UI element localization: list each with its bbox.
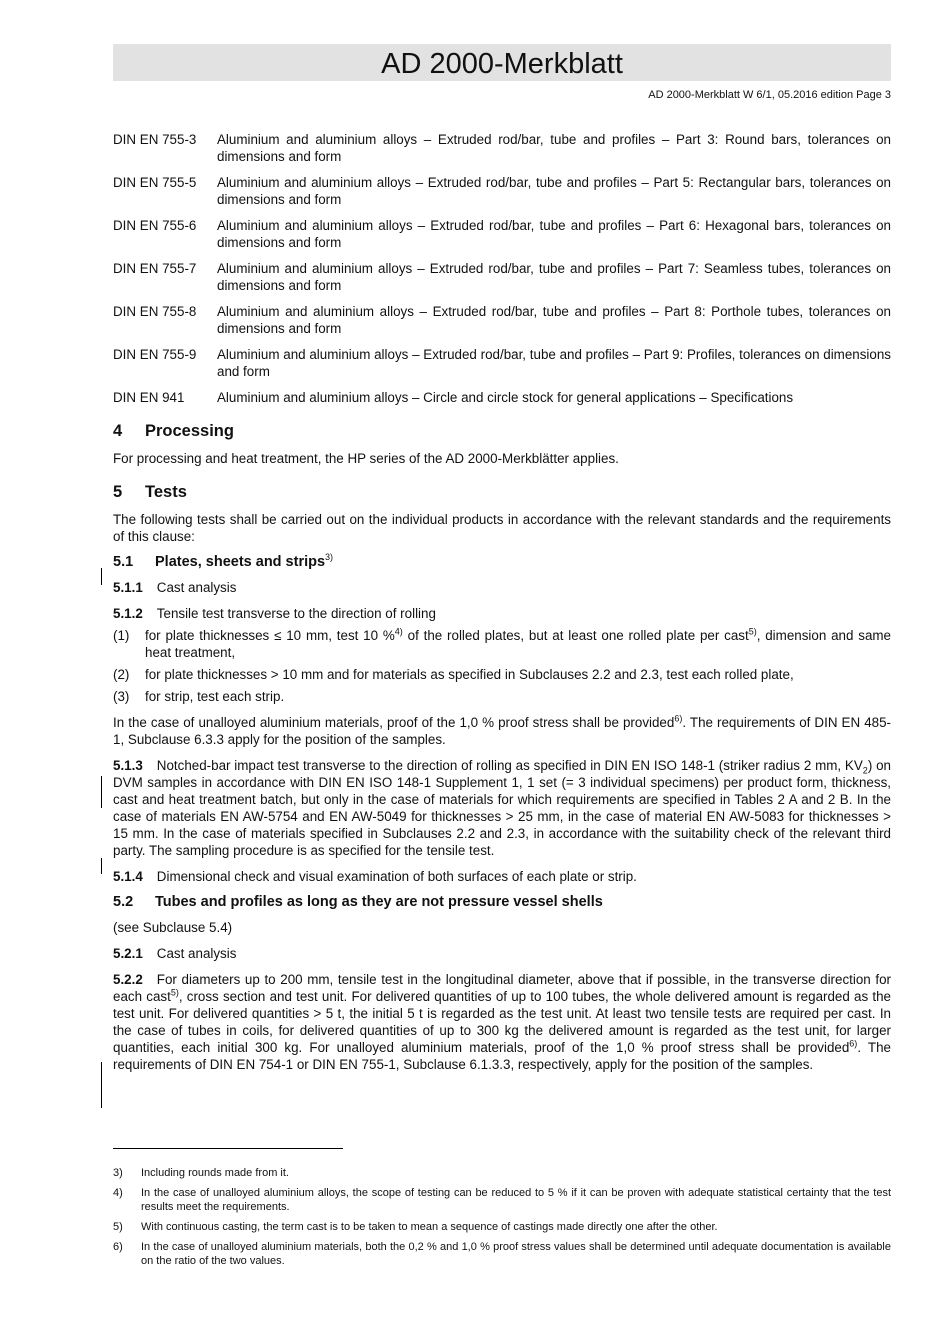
section-heading-tests [113,484,891,501]
reference-title: Aluminium and aluminium alloys – Circle and circle stock for general applications – Specifications [217,390,794,405]
reference-item [113,303,891,337]
footnote-text: In the case of unalloyed aluminium alloys, the scope of testing can be reduced to 5 % if it can be proven with adequate statistical certainty that the test results meet the requirements. [141,1187,891,1213]
list-number: (2) [113,667,130,682]
change-bar [101,858,102,874]
subsection-title: Tubes and profiles as long as they are not pressure vessel shells [155,894,603,910]
page-reference: AD 2000-Merkblatt W 6/1, 05.2016 edition Page 3 [648,89,891,101]
reference-title: Aluminium and aluminium alloys – Extruded rod/bar, tube and profiles – Part 3: Round bars, tolerances on dimensions and form [217,132,891,164]
reference-code: DIN EN 755-3 [113,132,197,147]
clause-number: 5.1.2 [113,606,143,621]
footnote [113,1220,891,1234]
footnote-number: 4) [113,1187,123,1199]
reference-item [113,217,891,251]
document-header: AD 2000-Merkblatt [113,44,891,81]
section-title: Tests [145,483,187,501]
footnote-number: 3) [113,1167,123,1179]
footnotes [113,1166,891,1274]
clause-5-2-2: 5.2.2 For diameters up to 200 mm, tensile test in the longitudinal diameter, above that if possible, in the transverse direction for each cast$^{5)}$, cross section and test unit. For delivered quantities of up to 100 tubes, the whole delivered amount is regarded as the test unit. For delivered quantities > 5 t, the initial 5 t is regarded as the test unit. At least two tensile tests are required per cast. In the case of tubes in coils, for delivered quantities of up to 300 kg the delivered amount is regarded as the test unit, for larger quantities, each initial 300 kg. For unalloyed aluminium materials, proof of the 1,0 % proof stress shall be provided$^{6)}$. The requirements of DIN EN 754-1 or DIN EN 755-1, Subclause 6.1.3.3, respectively, apply for the position of the samples. [113,972,891,1072]
change-bar [101,776,102,808]
change-bar [101,1062,102,1108]
clause-5-1-1 [113,579,891,596]
clause-text: Cast analysis [156,946,237,961]
section-title: Processing [145,422,234,440]
clause-text: Dimensional check and visual examination of both surfaces of each plate or strip. [156,869,637,884]
list-number: (1) [113,628,130,643]
list-item [113,627,891,661]
section-heading-processing [113,423,891,440]
footnote-number: 6) [113,1241,123,1253]
clause-number: 5.1.4 [113,869,143,884]
footnote-ref: 5) [170,987,179,998]
clause-number: 5.1.1 [113,580,143,595]
reference-title: Aluminium and aluminium alloys – Extruded rod/bar, tube and profiles – Part 7: Seamless tubes, tolerances on dimensions and form [217,261,891,293]
section-number: 4 [113,422,123,440]
subsection-note: (see Subclause 5.4) [113,920,233,935]
clause-5-1-3: 5.1.3 Notched-bar impact test transverse to the direction of rolling as specified in DIN EN ISO 148-1 (striker radius 2 mm, $KV_2$) on DVM samples in accordance with DIN EN ISO 148-1 Supplement 1, 1 set (= 3 individual specimens) per product form, thickness, cast and heat treatment batch, but only in the case of materials for which requirements are specified in Tables 2 A and 2 B. In the case of materials EN AW-5754 and EN AW-5049 for thicknesses > 25 mm, in the case of material EN AW-5083 for thicknesses > 15 mm. In the case of materials specified in Subclauses 2.2 and 2.3, in accordance with the suitability check of the relevant third party. The sampling procedure is as specified for the tensile test. [113,758,891,858]
list-number: (3) [113,689,130,704]
clause-text: Tensile test transverse to the direction of rolling [156,606,436,621]
footnote-text: In the case of unalloyed aluminium materials, both the 0,2 % and 1,0 % proof stress values shall be determined until adequate documentation is available on the ratio of the two values. [141,1241,891,1267]
list-text: for plate thicknesses > 10 mm and for materials as specified in Subclauses 2.2 and 2.3, test each rolled plate, [145,667,794,682]
reference-title: Aluminium and aluminium alloys – Extruded rod/bar, tube and profiles – Part 9: Profiles, tolerances on dimensions and form [217,347,891,379]
footnote-text: With continuous casting, the term cast is to be taken to mean a sequence of castings made directly one after the other. [141,1221,718,1233]
reference-item [113,174,891,208]
reference-code: DIN EN 755-8 [113,304,197,319]
reference-code: DIN EN 755-5 [113,175,197,190]
clause-text: Cast analysis [156,580,237,595]
footnote [113,1186,891,1214]
footnote-number: 5) [113,1221,123,1233]
footnote-ref: 5) [748,626,757,637]
reference-code: DIN EN 755-6 [113,218,197,233]
footnote [113,1166,891,1180]
clause-5-1-4 [113,868,891,885]
subsection-heading-plates [113,554,891,571]
reference-item [113,260,891,294]
footnote-ref: 6) [674,713,683,724]
subscript: 2 [862,765,868,776]
reference-code: DIN EN 941 [113,390,185,405]
clause-5-2-1 [113,945,891,962]
footnote [113,1240,891,1268]
reference-item [113,389,891,406]
clause-5-1-2-paragraph: In the case of unalloyed aluminium materials, proof of the 1,0 % proof stress shall be provided$^{6)}$. The requirements of DIN EN 485-1, Subclause 6.3.3 apply for the position of the samples. [113,713,892,747]
subsection-number: 5.1 [113,554,134,570]
tests-paragraph: The following tests shall be carried out on the individual products in accordance with the relevant standards and the requirements of this clause: [113,512,891,544]
main-content [113,131,891,1082]
reference-item [113,131,891,165]
reference-item [113,346,891,380]
reference-title: Aluminium and aluminium alloys – Extruded rod/bar, tube and profiles – Part 6: Hexagonal bars, tolerances on dimensions and form [217,218,891,250]
reference-code: DIN EN 755-7 [113,261,197,276]
footnote-separator [113,1148,343,1149]
processing-paragraph: For processing and heat treatment, the HP series of the AD 2000-Merkblätter applies. [113,451,619,466]
footnote-ref: 6) [849,1038,858,1049]
clause-5-1-2 [113,605,891,622]
clause-number: 5.2.2 [113,972,143,987]
subsection-heading-tubes [113,894,891,911]
clause-number: 5.1.3 [113,758,143,773]
list-item [113,688,891,705]
clause-number: 5.2.1 [113,946,143,961]
reference-code: DIN EN 755-9 [113,347,197,362]
list-text: for plate thicknesses ≤ 10 mm, test 10 %$^{4)}$ of the rolled plates, but at least one rolled plate per cast$^{5)}$, dimension and same heat treatment, [145,626,891,660]
reference-title: Aluminium and aluminium alloys – Extruded rod/bar, tube and profiles – Part 8: Porthole tubes, tolerances on dimensions and form [217,304,891,336]
footnote-ref: 3) [325,552,334,563]
list-item [113,666,891,683]
list-text: for strip, test each strip. [145,689,285,704]
subsection-title: Plates, sheets and strips [155,554,326,570]
footnote-text: Including rounds made from it. [141,1167,289,1179]
reference-title: Aluminium and aluminium alloys – Extruded rod/bar, tube and profiles – Part 5: Rectangular bars, tolerances on dimensions and form [217,175,891,207]
change-bar [101,568,102,585]
section-number: 5 [113,483,123,501]
subsection-number: 5.2 [113,894,134,910]
footnote-ref: 4) [394,626,403,637]
